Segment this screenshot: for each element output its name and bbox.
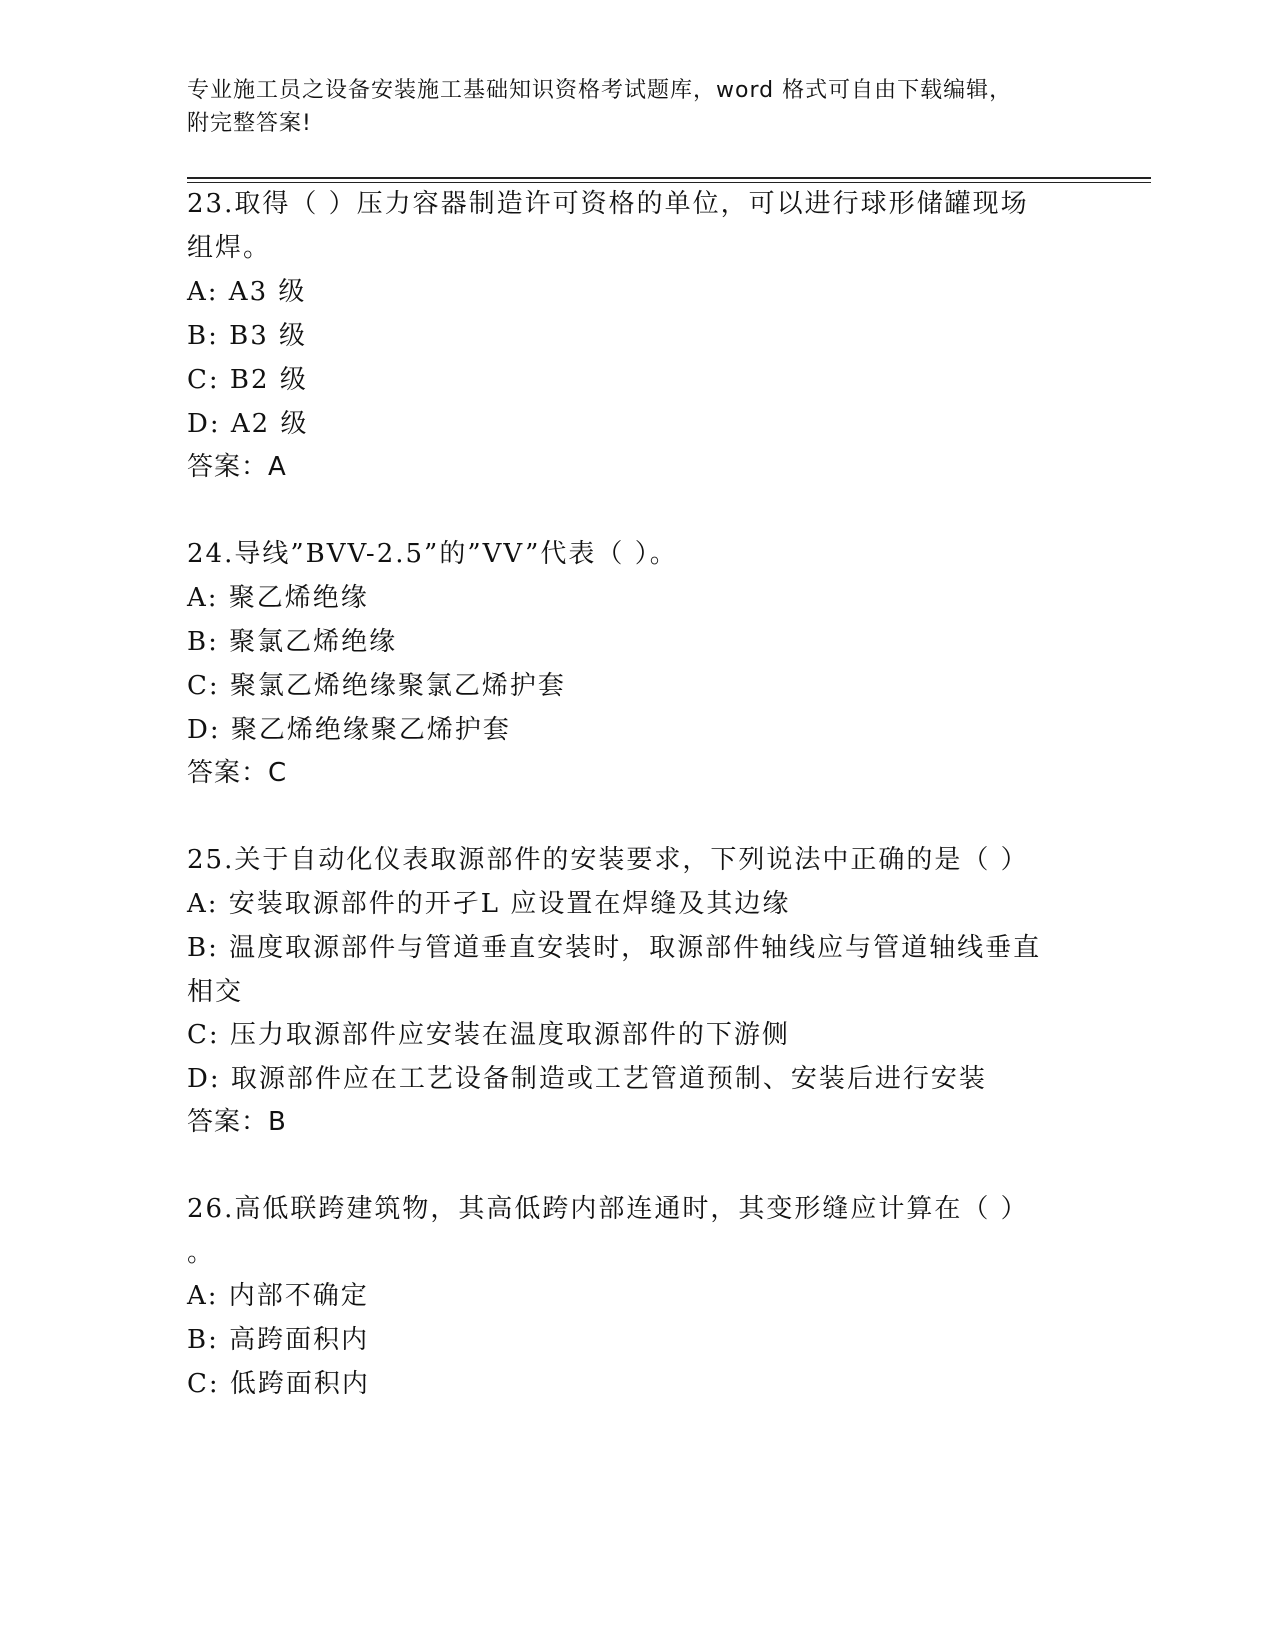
header-line-1: 专业施工员之设备安装施工基础知识资格考试题库，word 格式可自由下载编辑， xyxy=(187,78,1013,103)
question-23-stem-line-1: 23.取得（ ）压力容器制造许可资格的单位，可以进行球形储罐现场 xyxy=(187,189,1029,219)
header-rule-thin xyxy=(187,182,1151,183)
question-25-option-a: A: 安装取源部件的开孑L 应设置在焊缝及其边缘 xyxy=(187,889,791,919)
document-header xyxy=(187,74,1067,140)
question-26-stem-line-1: 26.高低联跨建筑物，其高低跨内部连通时，其变形缝应计算在（ ） xyxy=(187,1194,1029,1224)
question-24-option-a: A: 聚乙烯绝缘 xyxy=(187,583,369,613)
question-25-option-d: D: 取源部件应在工艺设备制造或工艺管道预制、安装后进行安装 xyxy=(187,1064,987,1094)
header-line-2: 附完整答案! xyxy=(187,111,312,136)
question-26-stem-line-2: 。 xyxy=(187,1238,216,1268)
question-24-answer: 答案：C xyxy=(187,758,288,788)
question-23-stem-line-2: 组焊。 xyxy=(187,233,272,263)
question-23-option-b: B: B3 级 xyxy=(187,321,308,351)
header-rule xyxy=(187,177,1151,179)
question-25-option-c: C: 压力取源部件应安装在温度取源部件的下游侧 xyxy=(187,1020,790,1050)
question-26-option-a: A: 内部不确定 xyxy=(187,1281,369,1311)
question-25-answer: 答案：B xyxy=(187,1107,287,1137)
question-23-option-a: A: A3 级 xyxy=(187,277,307,307)
question-25-option-b: B: 温度取源部件与管道垂直安装时，取源部件轴线应与管道轴线垂直 xyxy=(187,933,1042,963)
question-26-option-c: C: 低跨面积内 xyxy=(187,1369,370,1399)
question-24-option-d: D: 聚乙烯绝缘聚乙烯护套 xyxy=(187,715,511,745)
question-23-answer: 答案：A xyxy=(187,452,287,482)
question-25-stem-line-1: 25.关于自动化仪表取源部件的安装要求，下列说法中正确的是（ ） xyxy=(187,845,1029,875)
question-23-option-c: C: B2 级 xyxy=(187,365,308,395)
question-24-option-c: C: 聚氯乙烯绝缘聚氯乙烯护套 xyxy=(187,671,566,701)
question-23-option-d: D: A2 级 xyxy=(187,409,309,439)
question-24-option-b: B: 聚氯乙烯绝缘 xyxy=(187,627,398,657)
question-25-option-b-continued: 相交 xyxy=(187,977,244,1007)
question-26-option-b: B: 高跨面积内 xyxy=(187,1325,370,1355)
question-24-stem-line-1: 24.导线”BVV-2.5”的”VV”代表（ ）。 xyxy=(187,539,678,569)
